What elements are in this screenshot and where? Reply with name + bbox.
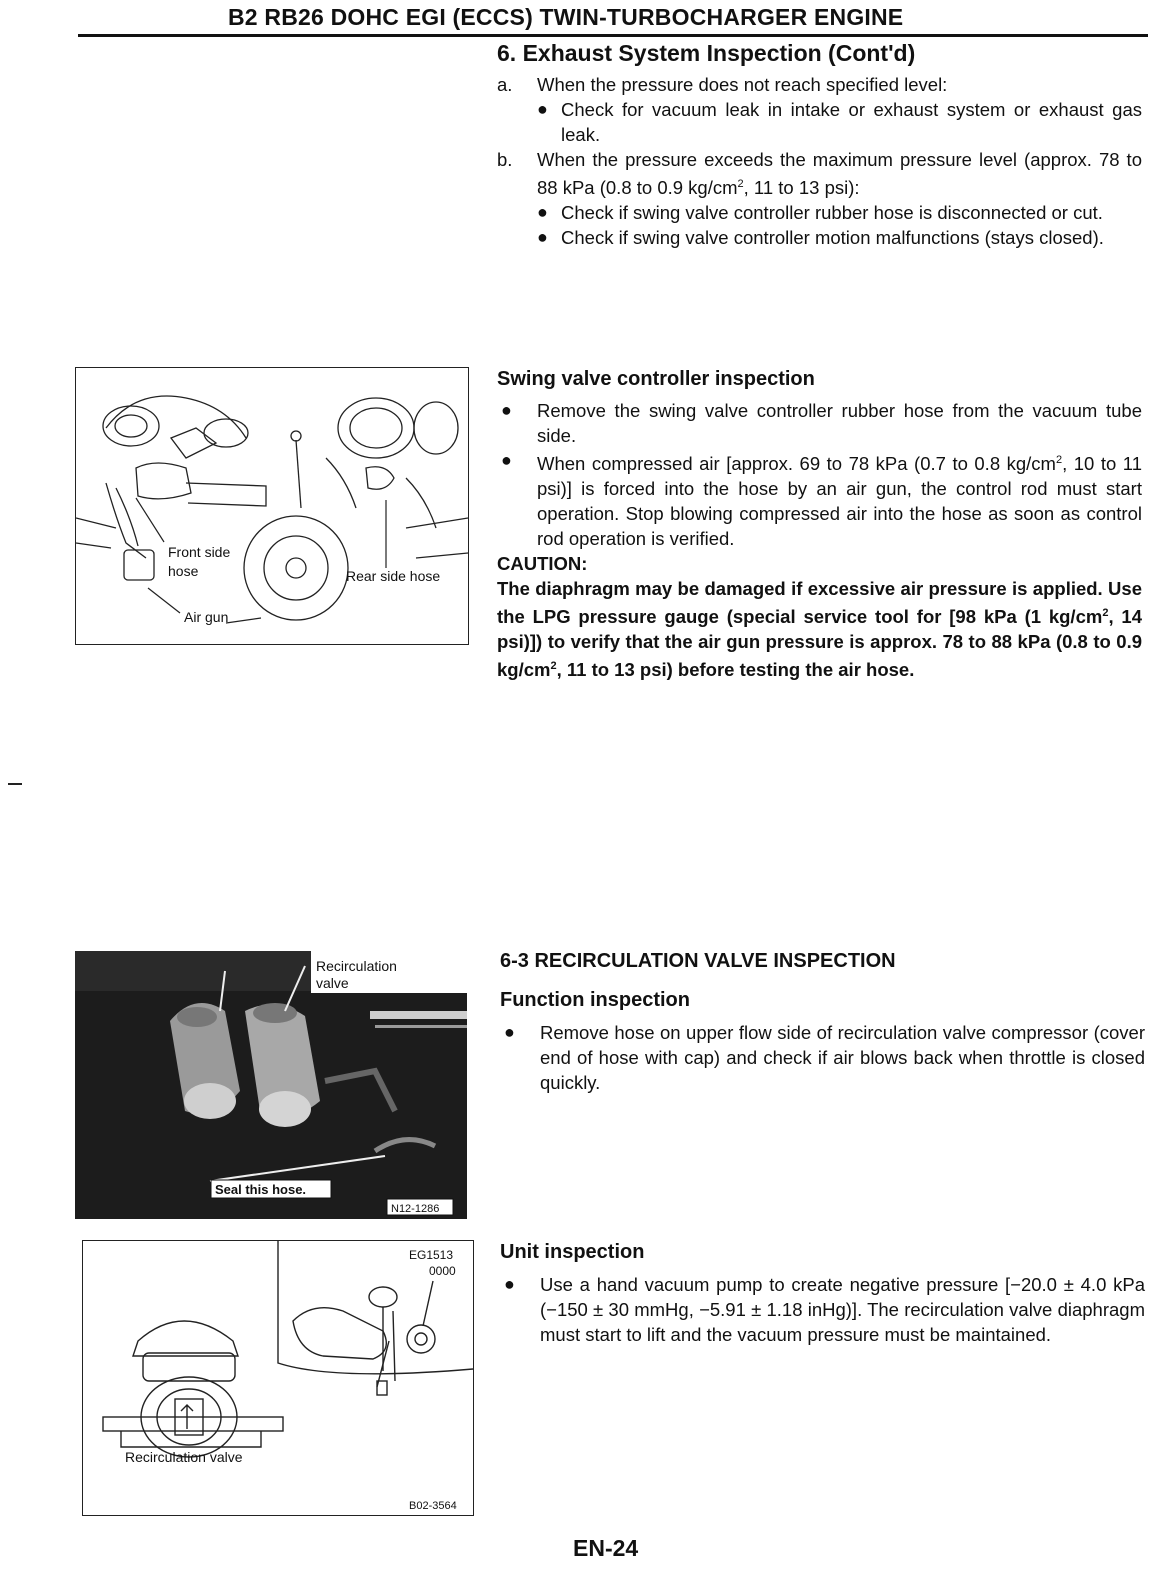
item-b-bullet-2 [497,225,1142,250]
valve-label: valve [316,975,349,991]
header-rule [78,34,1148,37]
recirculation-valve-label: Recirculation valve [125,1449,243,1465]
item-a-text: When the pressure does not reach specified level: [537,74,948,95]
unit-bullet-text: Use a hand vacuum pump to create negative pressure [−20.0 ± 4.0 kPa (−150 ± 30 mmHg, −5.91 ± 1.18 inHg)]. The recirculation valve diaphragm must start to lift and the vacuum pressure must be maintained. [540,1274,1145,1345]
caution-pre: The diaphragm may be damaged if excessive air pressure is applied. Use the LPG pressure gauge (special service tool for [98 kPa (1 kg/cm [497,578,1142,628]
bullet-dot: ● [537,99,548,119]
swing-bullet-2-sup: 2 [1055,454,1063,466]
swing-bullet-1 [497,398,1142,448]
section6-body [497,72,1142,250]
margin-mark [8,783,22,785]
item-b-text-post: , 11 to 13 psi): [743,177,860,199]
caution-text [497,576,1142,682]
item-b-sup: 2 [737,178,744,190]
caution-post: , 11 to 13 psi) before testing the air hose. [556,659,915,681]
function-bullet [500,1020,1145,1095]
item-a-bullet-text: Check for vacuum leak in intake or exhaust system or exhaust gas leak. [561,99,1142,145]
caution-sup-2: 2 [550,660,557,673]
recirculation-photo-illustration [75,951,467,1219]
swing-valve-figure [75,367,469,645]
bullet-dot: ● [537,202,548,223]
item-b [497,147,1142,200]
item-a-marker: a. [497,74,513,95]
figure-code-3: B02-3564 [409,1500,457,1512]
photo-code-label: N12-1286 [391,1203,440,1215]
unit-inspection-figure [82,1240,474,1516]
swing-bullet-2-pre: When compressed air [approx. 69 to 78 kPa (0.7 to 0.8 kg/cm [537,453,1056,475]
caution-sup-1: 2 [1102,607,1109,620]
bullet-dot: ● [504,1274,515,1294]
unit-body [500,1272,1145,1347]
front-side-label: Front side [168,544,231,560]
swing-bullet-2 [497,448,1142,551]
page-header-title: B2 RB26 DOHC EGI (ECCS) TWIN-TURBOCHARGER ENGINE [228,4,904,30]
item-b-text-pre: When the pressure exceeds the maximum pressure level (approx. 78 to 88 kPa (0.8 to 0.9 kg/cm [537,149,1142,199]
swing-body [497,398,1142,682]
item-b-bullet-2-text: Check if swing valve controller motion malfunctions (stays closed). [561,227,1104,249]
unit-bullet [500,1272,1145,1347]
recirculation-valve-photo [75,951,467,1219]
item-a [497,72,1142,97]
item-a-bullet [497,97,1142,147]
bullet-dot: ● [501,450,512,470]
bullet-dot: ● [504,1022,515,1042]
figure-code-1: EG1513 [409,1248,454,1262]
air-gun-label: Air gun [184,609,229,625]
item-b-bullet-1-text: Check if swing valve controller rubber hose is disconnected or cut. [561,202,1103,224]
page-number: EN-24 [573,1535,639,1561]
hose-label: hose [168,563,199,579]
recirculation-label: Recirculation [316,958,397,974]
section-title: 6. Exhaust System Inspection (Cont'd) [497,40,916,66]
vacuum-pump-illustration [83,1241,473,1515]
bullet-dot: ● [501,400,512,420]
function-bullet-text: Remove hose on upper flow side of recirculation valve compressor (cover end of hose with cap) and check if air blows back when throttle is closed quickly. [540,1022,1145,1093]
caution-label: CAUTION: [497,553,588,575]
item-b-bullet-1 [497,200,1142,225]
caution-mid: , 14 psi)]) to verify that the air gun pressure is approx. 78 to 88 kPa (0.8 to 0.9 kg/cm [497,606,1142,681]
figure-code-2: 0000 [429,1264,456,1278]
bullet-dot: ● [537,227,548,248]
recirc-heading: 6-3 RECIRCULATION VALVE INSPECTION [500,950,896,972]
swing-bullet-2-post: , 10 to 11 psi)] is forced into the hose by an air gun, the control rod must start operation. Stop blowing compressed air into the hose as soon as control rod operation is verified. [537,453,1142,550]
swing-heading: Swing valve controller inspection [497,368,815,390]
swing-bullet-1-text: Remove the swing valve controller rubber hose from the vacuum tube side. [537,400,1142,446]
swing-valve-illustration [76,368,468,644]
rear-side-hose-label: Rear side hose [346,568,441,584]
unit-inspection-heading: Unit inspection [500,1241,645,1263]
item-b-marker: b. [497,149,513,170]
function-body [500,1020,1145,1095]
function-inspection-heading: Function inspection [500,989,690,1011]
seal-hose-label: Seal this hose. [215,1182,307,1197]
